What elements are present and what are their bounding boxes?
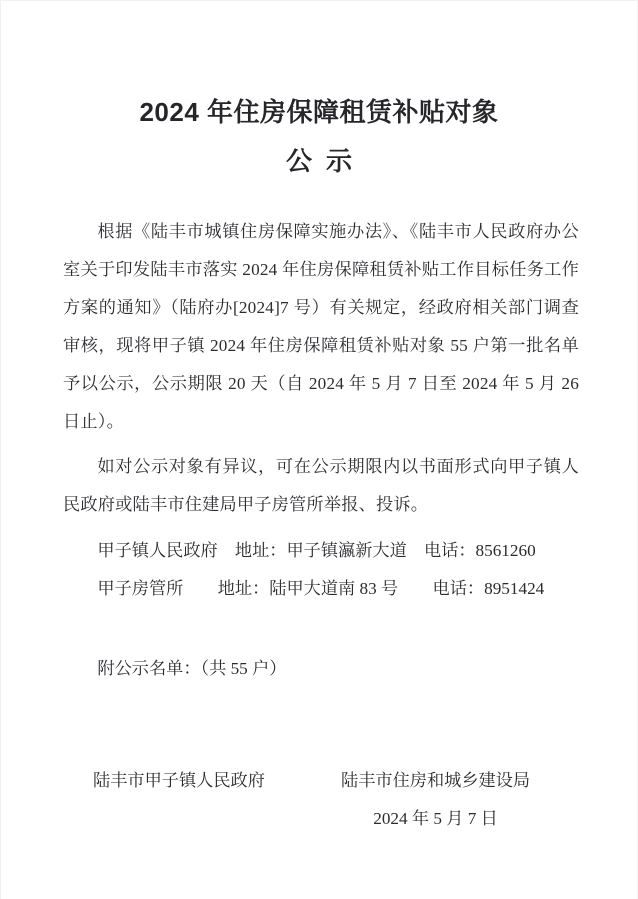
signature-date: 2024 年 5 月 7 日	[373, 809, 498, 829]
body-paragraph-1: 根据《陆丰市城镇住房保障实施办法》、《陆丰市人民政府办公室关于印发陆丰市落实 2024 年住房保障租赁补贴工作目标任务工作方案的通知》（陆府办[2024]7 号）有关规定，经政府相关部门调查审核，现将甲子镇 2024 年住房保障租赁补贴对象 55 户第一批名单予以公示，公示期限 20 天（自 2024 年 5 月 7 日至 2024 年 5 月 26 日止）。	[63, 222, 579, 432]
body-paragraph-2: 如对公示对象有异议，可在公示期限内以书面形式向甲子镇人民政府或陆丰市住建局甲子房管所举报、投诉。	[63, 457, 579, 515]
signature-left-organization: 陆丰市甲子镇人民政府	[93, 771, 265, 791]
signature-right-group	[341, 764, 530, 836]
contact-line-housing-office: 甲子房管所 地址：陆甲大道南 83 号 电话：8951424	[97, 579, 545, 599]
page-subtitle: 公示	[285, 146, 366, 177]
title-block	[1, 1, 637, 177]
signature-right-organization: 陆丰市住房和城乡建设局	[341, 771, 531, 791]
contact-info-block	[63, 532, 579, 608]
document-body	[1, 213, 637, 860]
contact-line-town-government: 甲子镇人民政府 地址：甲子镇瀛新大道 电话：8561260	[97, 541, 536, 561]
attachment-note: 附公示名单：（共 55 户）	[97, 659, 287, 679]
page-title: 2024 年住房保障租赁补贴对象	[139, 97, 499, 127]
signature-block	[63, 764, 579, 860]
